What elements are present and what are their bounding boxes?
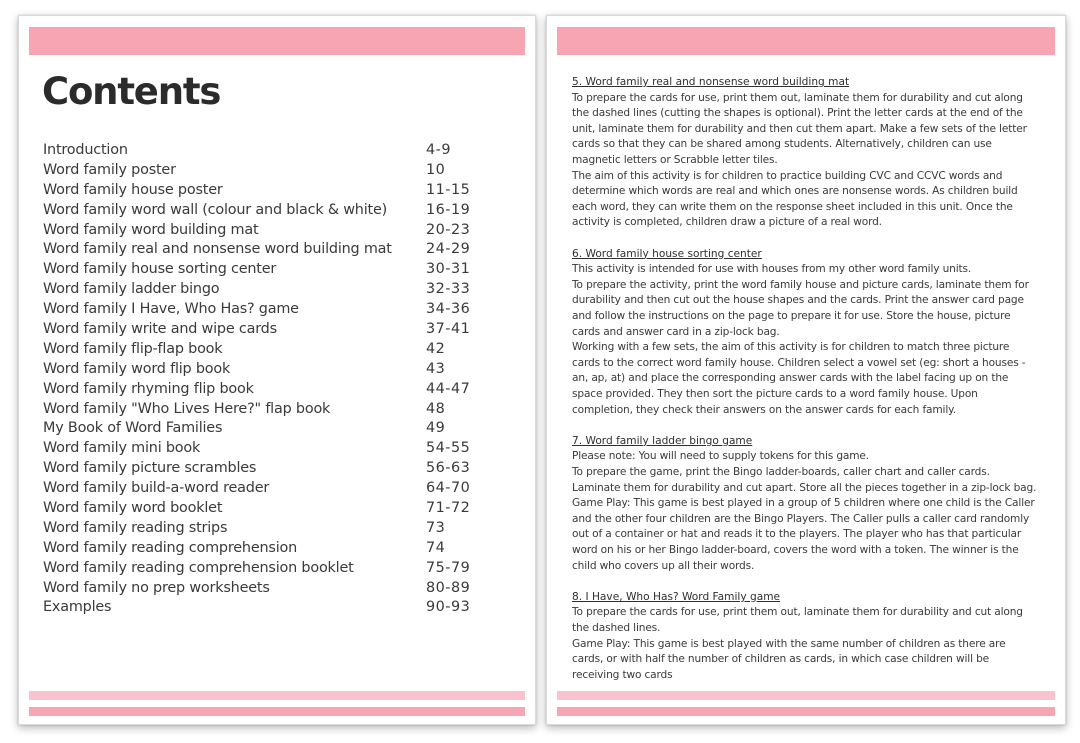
toc-row: [43, 360, 483, 380]
toc-title: Word family flip-flap book: [43, 340, 223, 357]
section-title: 8. I Have, Who Has? Word Family game: [572, 590, 781, 603]
section: [572, 247, 1038, 419]
toc-pages: 54-55: [426, 440, 471, 457]
bottom-band: [29, 707, 525, 716]
section-paragraph: To prepare the activity, print the word family house and picture cards, laminate them for durability and then cut out the house shapes and the cards. Print the answer card page and follow the instructions on the page to prepare it for use. Store the house, picture cards and answer card in a zip-lock bag.: [572, 278, 1029, 338]
toc-row: [43, 439, 483, 459]
toc-row: [43, 320, 483, 340]
toc-row: [43, 400, 483, 420]
toc-pages: 4-9: [426, 142, 452, 158]
toc-row: [43, 559, 483, 579]
toc-title: Word family reading comprehension: [43, 539, 298, 556]
section-paragraph: This activity is intended for use with houses from my other word family units.: [572, 263, 972, 276]
toc-title: Word family word booklet: [43, 500, 223, 517]
toc-pages: 49: [426, 420, 446, 437]
toc-row: [43, 240, 483, 260]
toc-title: Word family no prep worksheets: [43, 579, 270, 596]
toc-title: Word family reading strips: [43, 519, 228, 536]
toc-row: [43, 221, 483, 241]
toc-title: Word family real and nonsense word building mat: [43, 241, 392, 258]
toc-pages: 20-23: [426, 221, 471, 238]
section-paragraph: Working with a few sets, the aim of this activity is for children to match three picture cards to the correct word family house. Children select a vowel set (eg: short a houses - an, ap, at) and place the corresponding answer cards with the label facing up on the space provided. They then sort the picture cards to a word family house. Upon completion, they check their answers on the answer cards for each family.: [572, 341, 1026, 416]
section-paragraph: The aim of this activity is for children to practice building CVC and CCVC words and determine which words are real and which ones are nonsense words. As children build each word, they can write them on the response sheet included in this unit. Once the activity is completed, children draw a picture of a real word.: [572, 169, 1018, 229]
toc-row: [43, 459, 483, 479]
toc-row: [43, 419, 483, 439]
toc-title: Word family house sorting center: [43, 261, 277, 278]
toc-pages: 71-72: [426, 500, 471, 517]
toc-title: Word family build-a-word reader: [43, 480, 270, 497]
section-paragraph: Please note: You will need to supply tokens for this game.: [572, 450, 870, 463]
toc-row: [43, 479, 483, 499]
toc-pages: 80-89: [426, 579, 471, 596]
toc-title: Word family reading comprehension booklet: [43, 559, 354, 576]
toc-pages: 24-29: [426, 241, 471, 258]
toc-title: Word family rhyming flip book: [43, 380, 254, 397]
toc-title: Word family write and wipe cards: [43, 321, 277, 338]
toc-title: Word family "Who Lives Here?" flap book: [43, 400, 331, 417]
section-paragraph: To prepare the cards for use, print them out, laminate them for durability and cut along the dashed lines.: [572, 606, 1023, 635]
top-pink-band: [557, 27, 1055, 55]
instructions-page: [546, 15, 1066, 725]
toc-pages: 11-15: [426, 181, 471, 198]
toc-title: Word family poster: [43, 161, 176, 178]
section-paragraph: Game Play: This game is best played in a group of 5 children where one child is the Caller and the other four children are the Bingo Players. The Caller pulls a caller card randomly out of a container or hat and reads it to the players. The player who has that particular word on his or her Bingo ladder-board, covers the word with a token. The winner is the child who covers up all their words.: [572, 497, 1035, 572]
toc-pages: 43: [426, 360, 446, 377]
toc-pages: 48: [426, 400, 446, 417]
toc-row: [43, 280, 483, 300]
toc-pages: 44-47: [426, 380, 471, 397]
toc-title: Examples: [43, 599, 112, 616]
toc-pages: 34-36: [426, 301, 471, 318]
toc-row: [43, 499, 483, 519]
bottom-band-light: [29, 691, 525, 700]
toc-pages: 16-19: [426, 201, 471, 218]
toc-pages: 74: [426, 539, 446, 556]
toc-row: [43, 260, 483, 280]
toc-row: [43, 300, 483, 320]
toc-title: Word family word building mat: [43, 221, 259, 238]
section-title: 5. Word family real and nonsense word building mat: [572, 76, 850, 88]
toc-pages: 56-63: [426, 460, 471, 477]
section-title: 7. Word family ladder bingo game: [572, 434, 753, 447]
toc-title: My Book of Word Families: [43, 420, 223, 437]
section: [572, 75, 1038, 231]
instructions-content: [572, 75, 1038, 699]
toc-title: Word family picture scrambles: [43, 460, 257, 477]
toc-pages: 42: [426, 340, 446, 357]
toc-pages: 75-79: [426, 559, 471, 576]
toc-title: Word family house poster: [43, 181, 223, 198]
section-paragraph: To prepare the cards for use, print them out, laminate them for durability and cut along the dashed lines (cutting the shapes is optional). Print the letter cards at the end of the unit, laminate them for durability and then cut them apart. Make a few sets of the letter cards so that they can be shared among students. Alternatively, children can use magnetic letters or Scrabble letter tiles.: [572, 91, 1027, 166]
toc-row: [43, 340, 483, 360]
toc-pages: 32-33: [426, 281, 471, 298]
toc-pages: 90-93: [426, 599, 471, 616]
toc-row: [43, 201, 483, 221]
bottom-band: [557, 707, 1055, 716]
toc-row: [43, 181, 483, 201]
toc-pages: 37-41: [426, 321, 471, 338]
toc-title: Introduction: [43, 142, 128, 158]
toc-pages: 30-31: [426, 261, 471, 278]
toc-row: [43, 519, 483, 539]
toc-pages: 10: [426, 161, 446, 178]
toc-title: Word family ladder bingo: [43, 281, 220, 298]
toc-title: Word family mini book: [43, 440, 201, 457]
contents-page: [18, 15, 536, 725]
section-paragraph: Game Play: This game is best played with the same number of children as there are cards, or with half the number of children as cards, in which case children will be receiving two cards: [572, 637, 1006, 681]
toc-row: [43, 141, 483, 161]
toc-row: [43, 539, 483, 559]
page-title: Contents: [42, 70, 221, 113]
table-of-contents: [43, 141, 483, 618]
toc-pages: 64-70: [426, 480, 471, 497]
toc-row: [43, 579, 483, 599]
toc-title: Word family I Have, Who Has? game: [43, 301, 299, 318]
toc-title: Word family word wall (colour and black & white): [43, 201, 388, 218]
section-title: 6. Word family house sorting center: [572, 247, 762, 260]
toc-pages: 73: [426, 519, 446, 536]
toc-row: [43, 598, 483, 618]
bottom-band-light: [557, 691, 1055, 700]
toc-row: [43, 380, 483, 400]
section-paragraph: To prepare the game, print the Bingo ladder-boards, caller chart and caller cards. Laminate them for durability and cut apart. Store all the pieces together in a zip-lock bag.: [572, 466, 1037, 494]
section: [572, 590, 1038, 684]
toc-title: Word family word flip book: [43, 360, 231, 377]
section: [572, 434, 1038, 574]
toc-row: [43, 161, 483, 181]
top-pink-band: [29, 27, 525, 55]
